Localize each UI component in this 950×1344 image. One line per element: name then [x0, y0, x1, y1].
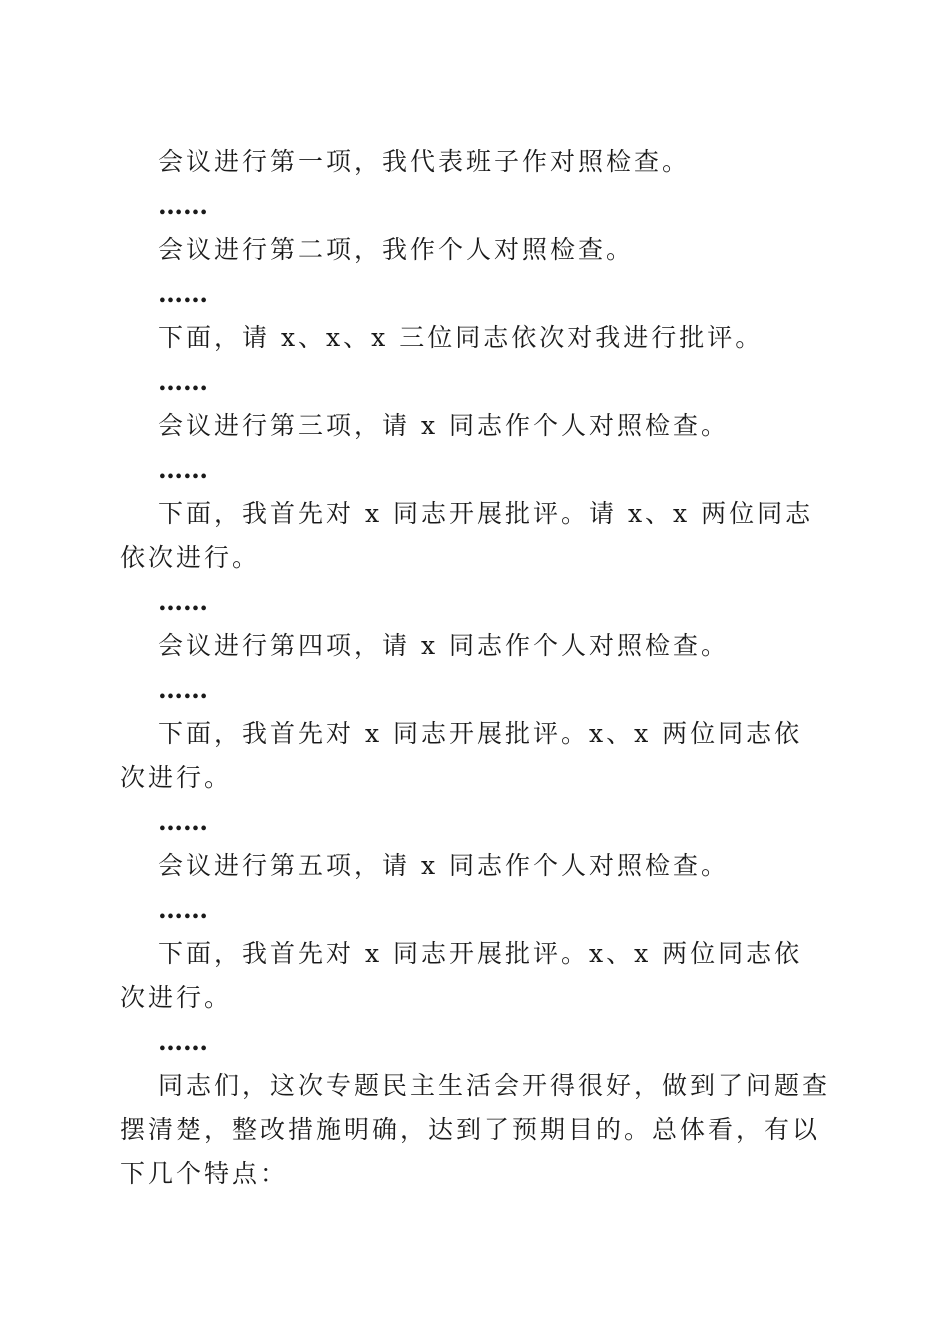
ellipsis-line-8: ……	[158, 895, 208, 924]
ellipsis-line-1: ……	[158, 191, 208, 220]
paragraph-item-5: 会议进行第五项，请 x 同志作个人对照检查。	[158, 851, 729, 880]
ellipsis-line-9: ……	[158, 1027, 208, 1056]
ellipsis-line-7: ……	[158, 807, 208, 836]
paragraph-criticism-2: 下面，我首先对 x 同志开展批评。请 x、x 两位同志依次进行。	[120, 499, 814, 572]
paragraph-criticism-1: 下面，请 x、x、x 三位同志依次对我进行批评。	[158, 323, 764, 352]
paragraph-item-2: 会议进行第二项，我作个人对照检查。	[158, 235, 635, 264]
ellipsis-line-4: ……	[158, 455, 208, 484]
paragraph-criticism-3: 下面，我首先对 x 同志开展批评。x、x 两位同志依次进行。	[120, 719, 803, 792]
ellipsis-line-2: ……	[158, 279, 208, 308]
ellipsis-line-6: ……	[158, 675, 208, 704]
document-body	[120, 140, 830, 1196]
paragraph-summary: 同志们，这次专题民主生活会开得很好，做到了问题查摆清楚，整改措施明确，达到了预期目的。总体看，有以下几个特点：	[120, 1071, 831, 1188]
paragraph-item-4: 会议进行第四项，请 x 同志作个人对照检查。	[158, 631, 729, 660]
paragraph-item-1: 会议进行第一项，我代表班子作对照检查。	[158, 147, 691, 176]
paragraph-criticism-4: 下面，我首先对 x 同志开展批评。x、x 两位同志依次进行。	[120, 939, 803, 1012]
paragraph-item-3: 会议进行第三项，请 x 同志作个人对照检查。	[158, 411, 729, 440]
ellipsis-line-3: ……	[158, 367, 208, 396]
ellipsis-line-5: ……	[158, 587, 208, 616]
